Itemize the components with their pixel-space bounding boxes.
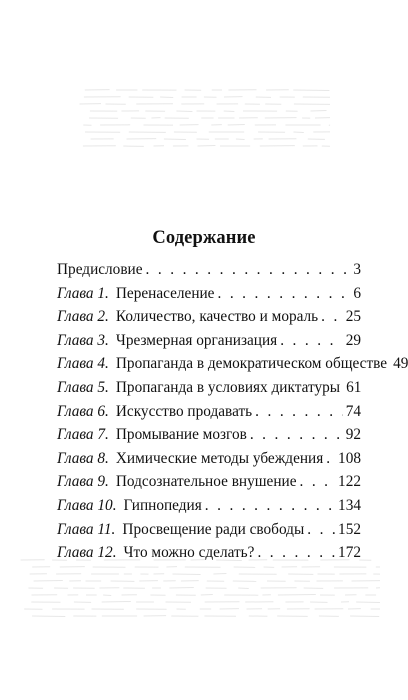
toc-page-number: 49 bbox=[393, 355, 408, 373]
show-through-stroke bbox=[164, 139, 186, 140]
show-through-stroke bbox=[213, 574, 226, 575]
toc-page-number: 3 bbox=[353, 261, 361, 278]
toc-entry bbox=[57, 544, 361, 568]
toc-entry bbox=[57, 426, 361, 450]
toc-chapter-label: Глава 3. bbox=[57, 331, 109, 349]
toc-chapter-label: Глава 1. bbox=[57, 284, 109, 302]
show-through-stroke bbox=[32, 616, 65, 617]
show-through-stroke bbox=[278, 595, 316, 596]
toc-leader-dots bbox=[205, 497, 335, 515]
toc-chapter-label: Глава 5. bbox=[57, 378, 109, 396]
show-through-stroke bbox=[102, 602, 131, 603]
toc-chapter-label: Глава 11. bbox=[57, 520, 116, 538]
show-through-stroke bbox=[34, 581, 63, 582]
toc-page-number: 152 bbox=[338, 520, 361, 538]
toc-leader-dots bbox=[217, 285, 350, 303]
toc-entry-title: Перенаселение bbox=[115, 284, 215, 302]
toc-entry-title: Подсознательное внушение bbox=[115, 473, 297, 491]
show-through-stroke bbox=[176, 111, 192, 112]
toc-entry bbox=[57, 332, 361, 356]
toc-leader-dots bbox=[321, 308, 343, 326]
show-through-stroke bbox=[294, 132, 304, 133]
toc-entry-title: Предисловие bbox=[57, 261, 143, 278]
toc-entry-title: Чрезмерная организация bbox=[115, 331, 278, 349]
show-through-stroke bbox=[173, 574, 201, 575]
toc-list bbox=[57, 261, 408, 568]
toc-page-number: 172 bbox=[338, 544, 361, 562]
show-through-stroke bbox=[238, 588, 249, 589]
toc-leader-dots bbox=[257, 544, 335, 562]
toc-entry bbox=[57, 285, 361, 309]
show-through-stroke bbox=[103, 595, 111, 596]
show-through-stroke bbox=[356, 602, 380, 603]
toc-page-number: 92 bbox=[345, 426, 361, 444]
toc-entry-title: Химические методы убеждения bbox=[115, 449, 324, 467]
toc-entry-title: Что можно сделать? bbox=[123, 544, 255, 562]
toc-entry bbox=[57, 473, 361, 497]
toc-entry bbox=[57, 308, 361, 332]
toc-page-number: 122 bbox=[338, 473, 361, 491]
show-through-stroke bbox=[160, 97, 173, 98]
toc-page-number: 6 bbox=[353, 284, 361, 302]
show-through-stroke bbox=[293, 90, 329, 91]
toc-entry bbox=[57, 497, 361, 521]
toc-entry bbox=[57, 261, 361, 285]
toc-chapter-label: Глава 8. bbox=[57, 449, 109, 467]
toc-page-number: 25 bbox=[345, 308, 361, 326]
toc-entry-title: Количество, качество и мораль bbox=[115, 308, 319, 326]
toc-entry-title: Искусство продавать bbox=[115, 402, 253, 420]
toc-page-number: 108 bbox=[338, 449, 361, 467]
toc-chapter-label: Глава 4. bbox=[57, 355, 109, 373]
show-through-stroke bbox=[224, 111, 235, 112]
toc-entry-title: Пропаганда в условиях диктатуры bbox=[115, 378, 341, 396]
toc-leader-dots bbox=[146, 261, 351, 279]
show-through-stroke bbox=[350, 616, 379, 617]
toc-entry bbox=[57, 379, 361, 403]
toc-chapter-label: Глава 10. bbox=[57, 496, 117, 514]
toc-chapter-label: Глава 2. bbox=[57, 308, 109, 326]
toc-leader-dots bbox=[250, 426, 343, 444]
toc-entry-title: Просвещение ради свободы bbox=[122, 520, 305, 538]
toc-entry-title: Пропаганда в демократическом обществе bbox=[115, 355, 388, 373]
show-through-stroke bbox=[236, 139, 245, 140]
toc-entry bbox=[57, 355, 408, 379]
toc-page-number: 134 bbox=[338, 496, 361, 514]
toc-leader-dots bbox=[299, 473, 335, 491]
show-through-stroke bbox=[198, 146, 216, 147]
toc-leader-dots bbox=[326, 450, 335, 468]
toc-entry bbox=[57, 450, 361, 474]
toc-page-number: 29 bbox=[345, 331, 361, 349]
toc-entry bbox=[57, 403, 361, 427]
toc-page-number: 74 bbox=[345, 402, 361, 420]
toc-entry-title: Промывание мозгов bbox=[115, 426, 247, 444]
show-through-stroke bbox=[311, 111, 327, 112]
toc-leader-dots bbox=[255, 403, 343, 421]
toc-chapter-label: Глава 9. bbox=[57, 473, 109, 491]
toc-page-number: 61 bbox=[346, 378, 362, 396]
show-through-stroke bbox=[201, 595, 213, 596]
toc-leader-dots bbox=[280, 332, 343, 350]
show-through-stroke bbox=[169, 588, 193, 589]
toc-entry-title: Гипнопедия bbox=[123, 496, 202, 514]
toc-leader-dots bbox=[307, 521, 335, 539]
toc-chapter-label: Глава 7. bbox=[57, 426, 109, 444]
toc-chapter-label: Глава 6. bbox=[57, 402, 109, 420]
toc-entry bbox=[57, 521, 361, 545]
toc-heading: Содержание bbox=[152, 228, 256, 248]
show-through-stroke bbox=[228, 125, 245, 126]
toc-chapter-label: Глава 12. bbox=[57, 544, 117, 562]
